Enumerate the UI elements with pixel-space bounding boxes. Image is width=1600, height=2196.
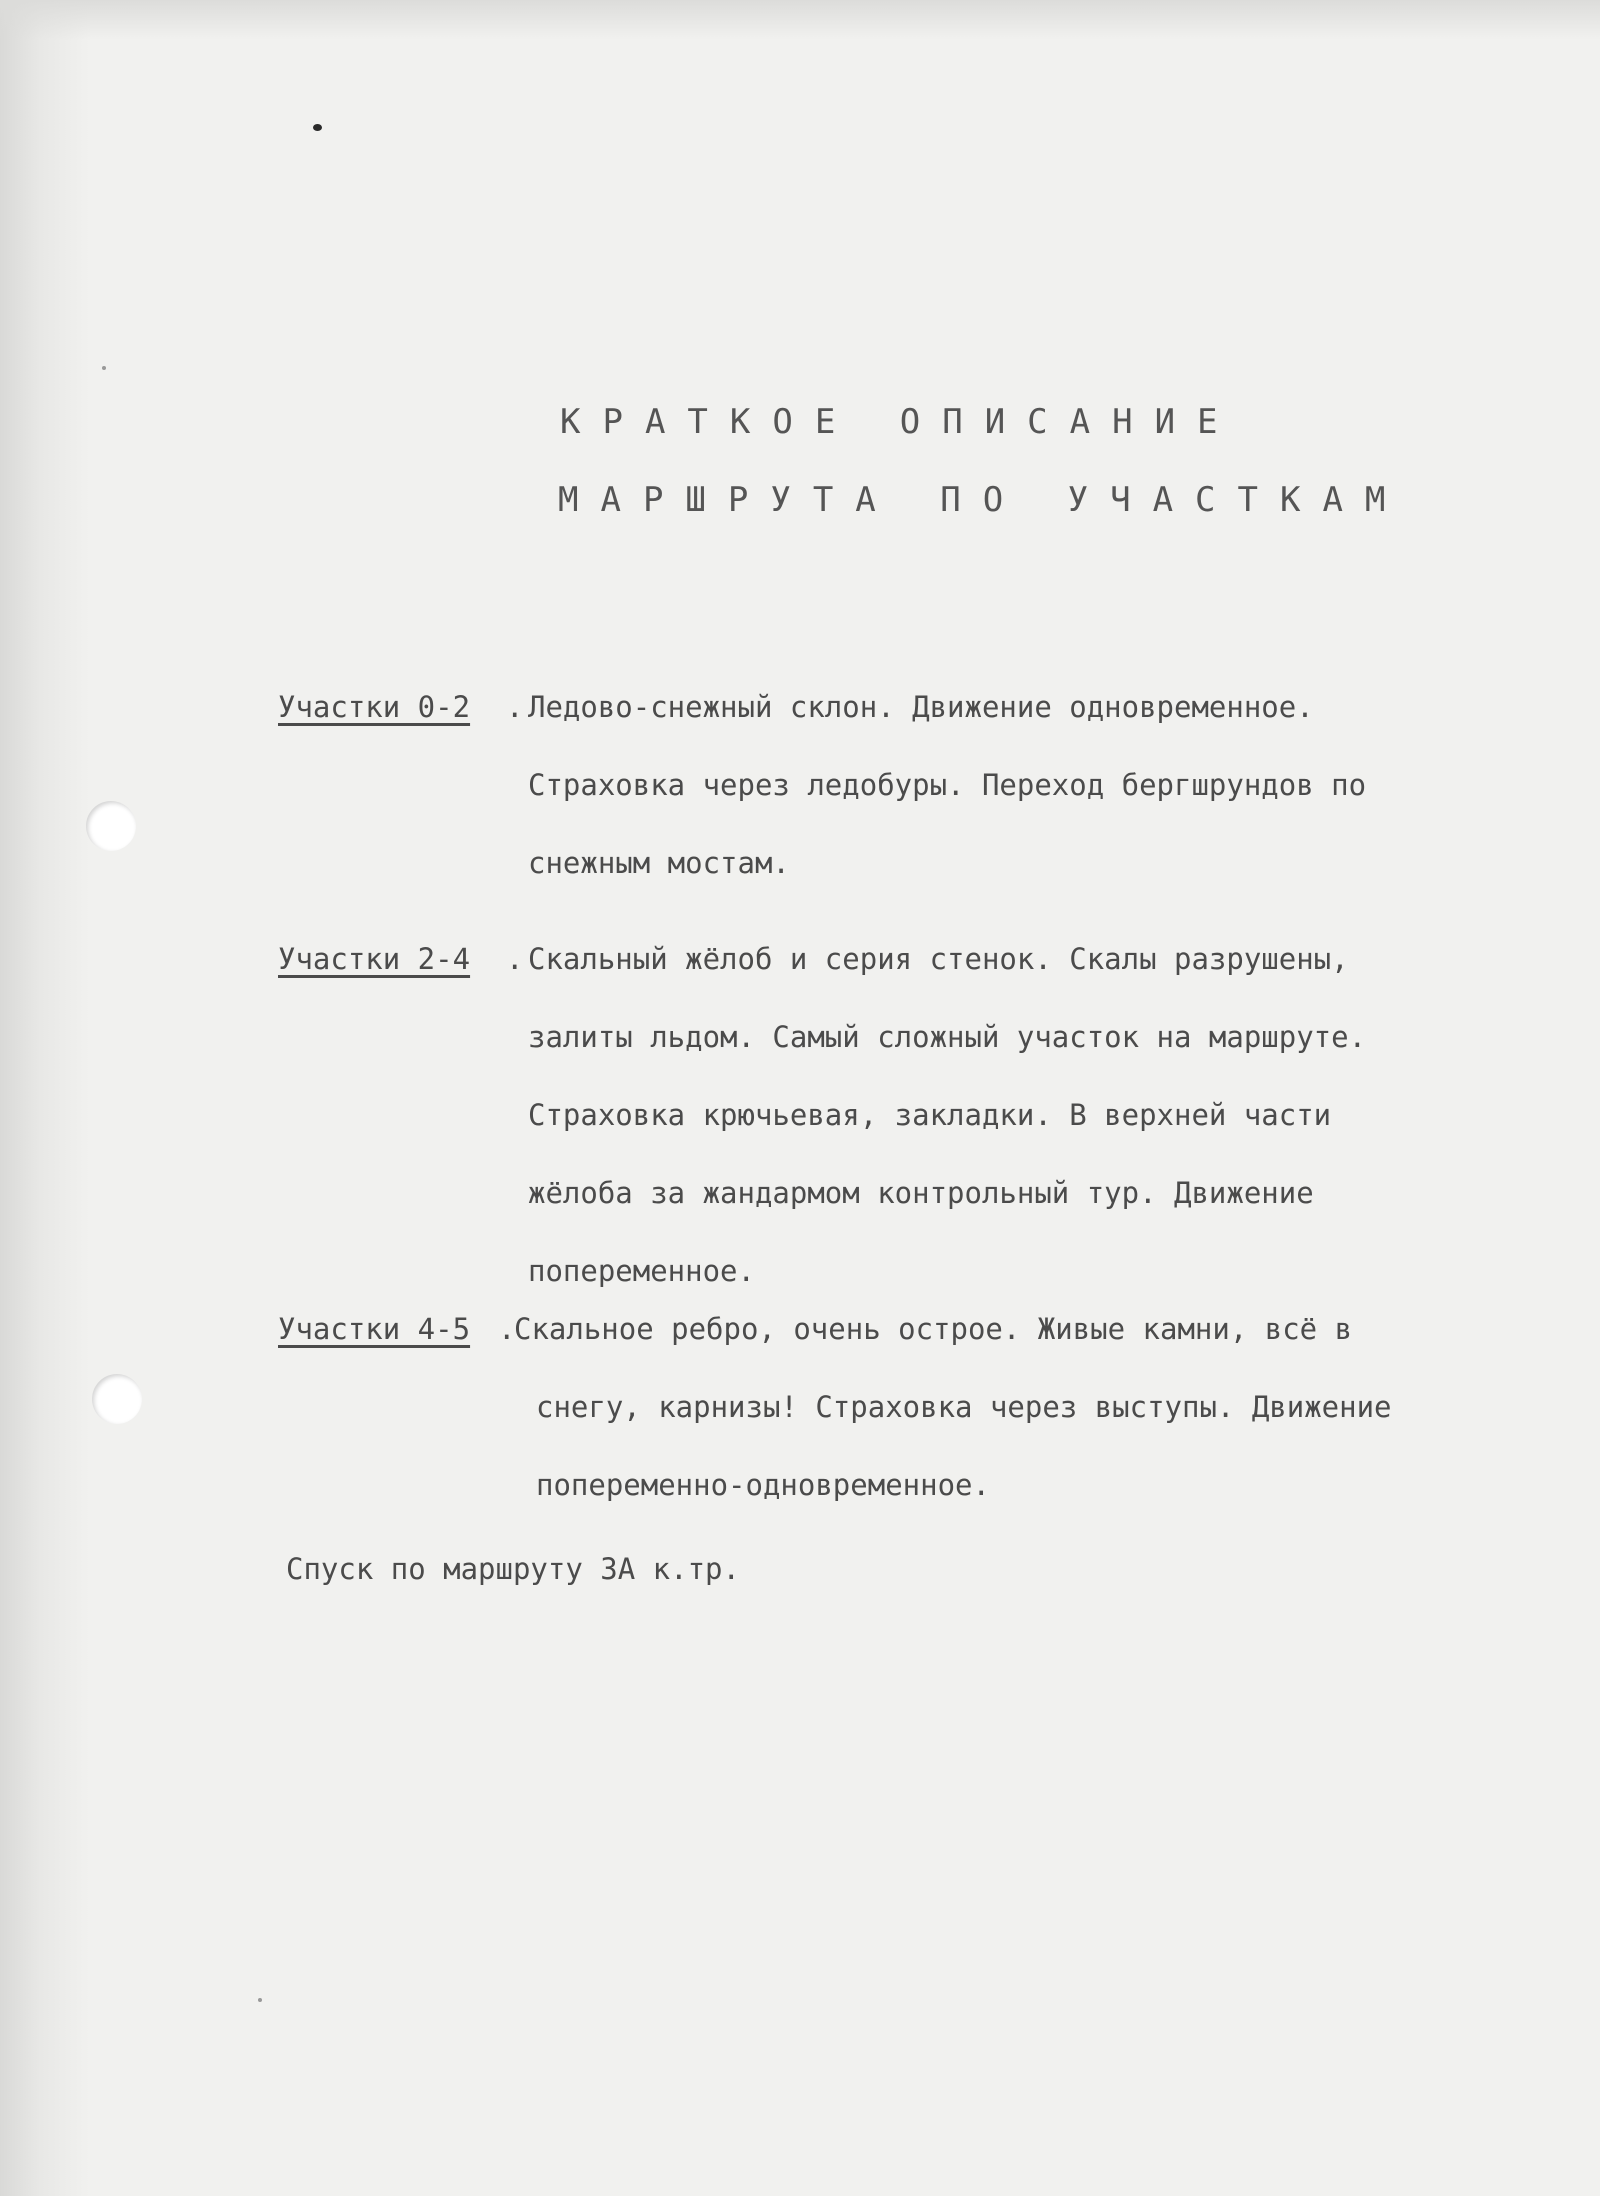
description-line: залиты льдом. Самый сложный участок на маршруте. [528,1020,1367,1054]
description-line: Страховка через ледобуры. Переход бергшрундов по [528,768,1367,802]
description-line: Ледово-снежный склон. Движение одновременное. [528,690,1314,724]
punch-hole [92,1374,142,1424]
ink-speck [313,124,322,131]
ink-speck [258,1998,262,2002]
description-line: попеременно-одновременное. [536,1468,990,1502]
section-description [528,668,1366,902]
section-label: Участки 2-4 [278,942,471,976]
descent-note: Спуск по маршруту 3А к.тр. [286,1552,740,1586]
description-line: жёлоба за жандармом контрольный тур. Движение [528,1176,1314,1210]
section-description [528,920,1366,1310]
description-line: Скальный жёлоб и серия стенок. Скалы разрушены, [528,942,1349,976]
document-title-line-1: КРАТКОЕ ОПИСАНИЕ [560,402,1240,442]
description-line: Страховка крючьевая, закладки. В верхней части [528,1098,1332,1132]
section-description [514,1290,1392,1524]
description-line: снежным мостам. [528,846,790,880]
section-label: Участки 0-2 [278,690,471,724]
description-line: Скальное ребро, очень острое. Живые камни, всё в [514,1312,1353,1346]
ink-speck [102,366,106,370]
description-line: снегу, карнизы! Страховка через выступы. Движение [536,1390,1392,1424]
document-title-line-2: МАРШРУТА ПО УЧАСТКАМ [558,480,1408,520]
section-label-period: . [498,1312,516,1346]
description-line: попеременное. [528,1254,755,1288]
section-label: Участки 4-5 [278,1312,471,1346]
section-label-period: . [506,942,524,976]
punch-hole [86,801,136,851]
scan-top-shadow [0,0,1600,40]
section-label-period: . [506,690,524,724]
scan-edge-shadow [0,0,90,2196]
